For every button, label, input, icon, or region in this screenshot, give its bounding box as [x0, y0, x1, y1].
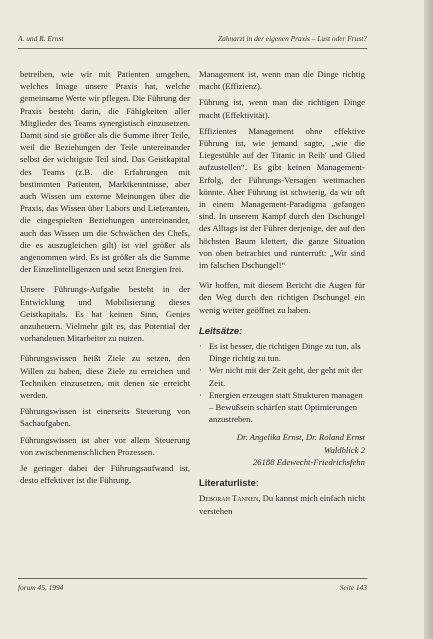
- paragraph: Führungswissen ist einerseits Steuerung von Sachaufgaben.: [20, 406, 190, 429]
- paragraph: Führung ist, wenn man die richtigen Dinge macht (Effektivität).: [199, 97, 365, 120]
- footer-page-number: Seite 143: [339, 583, 367, 592]
- paragraph: Unsere Führungs-Aufgabe besteht in der Entwicklung und Mobilisierung dieses Geistkapitals. Es hat keinen Sinn, Genies anzuheuern. Vielmehr gilt es, das Potential der vorhandenen Mitarbeiter zu nutzen.: [20, 284, 190, 344]
- reference-author: Deborah Tannen: [199, 493, 259, 504]
- bullet-dash: ·: [199, 389, 202, 400]
- page-edge: [424, 0, 433, 639]
- paragraph: Wir hoffen, mit diesem Bericht die Augen für den Weg durch den richtigen Dschungel ein wenig weiter geöffnet zu haben.: [199, 280, 365, 315]
- footer-rule: [18, 578, 367, 579]
- list-item: [199, 389, 365, 426]
- header-rule: [18, 48, 367, 49]
- list-item-text: Es ist besser, die richtigen Dinge zu tun, als Dinge richtig zu tun.: [209, 341, 361, 364]
- right-column: [199, 68, 365, 521]
- bullet-dash: ·: [199, 341, 202, 352]
- running-header: [18, 34, 367, 43]
- left-column: [20, 68, 190, 491]
- list-item-text: Energien erzeugen statt Strukturen managen – Bewußsein schärfen statt Optimierungen anzustreben.: [209, 389, 363, 425]
- leitsaetze-heading: Leitsätze:: [199, 324, 243, 336]
- paragraph: Management ist, wenn man die Dinge richtig macht (Effizienz).: [199, 69, 365, 92]
- author-address: [199, 431, 365, 468]
- header-article-title: Zahnarzt in der eigenen Praxis – Lust oder Frust?: [217, 34, 367, 43]
- list-item-text: Wer nicht mit der Zeit geht, der geht mit der Zeit.: [209, 365, 363, 388]
- paragraph: Führungswissen heißt Ziele zu setzen, den Willen zu haben, diese Ziele zu erreichen und Techniken einzusetzen, mit denen sie erreicht werden.: [20, 353, 190, 401]
- paragraph: Effizientes Management ohne effektive Führung ist, wie jemand sagte, „wie die Liegestühle auf der Titanic in Reih' und Glied aufzustellen“. Es gibt keinen Management-Erfolg, der Führungs-Versagen wettmachen könnte. Aber Führung ist schwierig, da wir oft in einem Management-Paradigma gefangen sind. In unserem Kampf durch den Dschungel des Alltags ist der Führer derjenige, der auf den höchsten Baum klettert, die ganze Situation von oben betrachtet und runterruft: „Wir sind im falschen Dschungel!“: [199, 125, 365, 271]
- leitsaetze-list: [199, 340, 365, 425]
- author-city: 26188 Edewecht-Friedrichsfehn: [252, 456, 365, 467]
- reference-title: , Du kannst mich einfach nicht verstehen: [199, 493, 365, 516]
- paragraph: Je geringer dabei der Führungsaufwand ist, desto effektiver ist die Führung.: [20, 463, 190, 486]
- header-authors: A. und R. Ernst: [18, 34, 64, 43]
- running-footer: [18, 583, 367, 592]
- paragraph: betreiben, wie wir mit Patienten umgehen, welches Image unsere Praxis hat, welche gemeinsame Werte wir pflegen. Die Führung der Praxis besteht darin, die Fähigkeiten aller Mitglieder des Teams synergistisch einzusetzen. Damit sind sie größer als die Summe ihrer Teile, weil die Beziehungen der Teile untereinander selbst der wichtigste Teil sind. Das Geistkapital des Teams (z.B. die Erfahrungen mit bestimmten Patienten, Marktkenntnisse, aber auch Wissen um externe Meinungen über die Praxis, das Wissen über Labors und Lieferanten, die eingespielten Beziehungen untereinander, auch das Wissen um die Schwächen des Chefs, die es auszugleichen gilt) ist viel größer als angenommen wird. Es ist größer als die Summe der Einzelintelligenzen und setzt Energien frei.: [20, 69, 190, 275]
- bullet-dash: ·: [199, 365, 202, 376]
- literatur-heading: Literaturliste:: [199, 477, 259, 489]
- footer-journal: forum 45, 1994: [18, 583, 64, 592]
- list-item: [199, 364, 365, 388]
- list-item: [199, 340, 365, 364]
- author-names: Dr. Angelika Ernst, Dr. Roland Ernst: [236, 432, 365, 443]
- paragraph: Führungswissen ist aber vor allem Steuerung von zwischenmenschlichen Prozessen.: [20, 434, 190, 457]
- reference-entry: [199, 492, 365, 516]
- author-street: Waldblick 2: [324, 444, 365, 455]
